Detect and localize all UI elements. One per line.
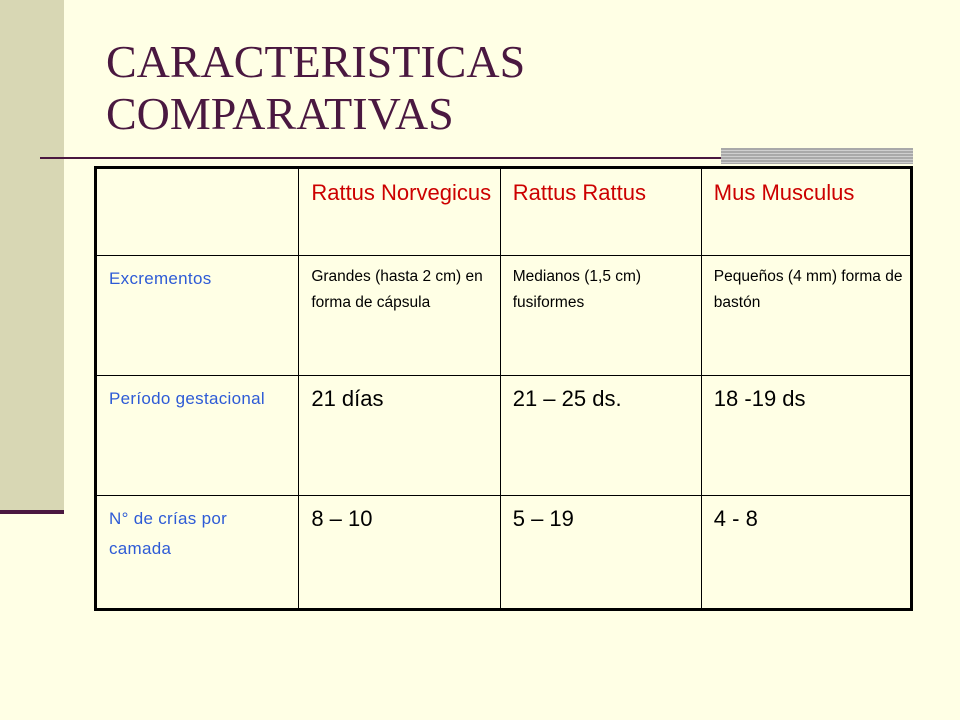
gray-accent-block [721,148,913,164]
row-label-excrementos: Excrementos [96,256,299,376]
table-header-row [96,168,912,256]
table-cell: 4 - 8 [701,496,911,610]
table-cell: Pequeños (4 mm) forma de bastón [701,256,911,376]
side-decoration-bar [0,0,64,512]
table-row [96,376,912,496]
slide-title: CARACTERISTICAS COMPARATIVAS [106,36,526,139]
table-cell: 18 -19 ds [701,376,911,496]
table-row [96,256,912,376]
side-decoration-line [0,510,64,514]
header-cell-rattus-rattus: Rattus Rattus [500,168,701,256]
row-label-periodo-gestacional: Período gestacional [96,376,299,496]
table-cell: 21 – 25 ds. [500,376,701,496]
table-cell: Medianos (1,5 cm) fusiformes [500,256,701,376]
header-cell-empty [96,168,299,256]
comparison-table [94,166,913,611]
table-cell: 5 – 19 [500,496,701,610]
table-cell: 21 días [299,376,500,496]
header-cell-mus-musculus: Mus Musculus [701,168,911,256]
table-cell: Grandes (hasta 2 cm) en forma de cápsula [299,256,500,376]
row-label-crias-por-camada: N° de crías por camada [96,496,299,610]
header-cell-rattus-norvegicus: Rattus Norvegicus [299,168,500,256]
table-row [96,496,912,610]
table-cell: 8 – 10 [299,496,500,610]
